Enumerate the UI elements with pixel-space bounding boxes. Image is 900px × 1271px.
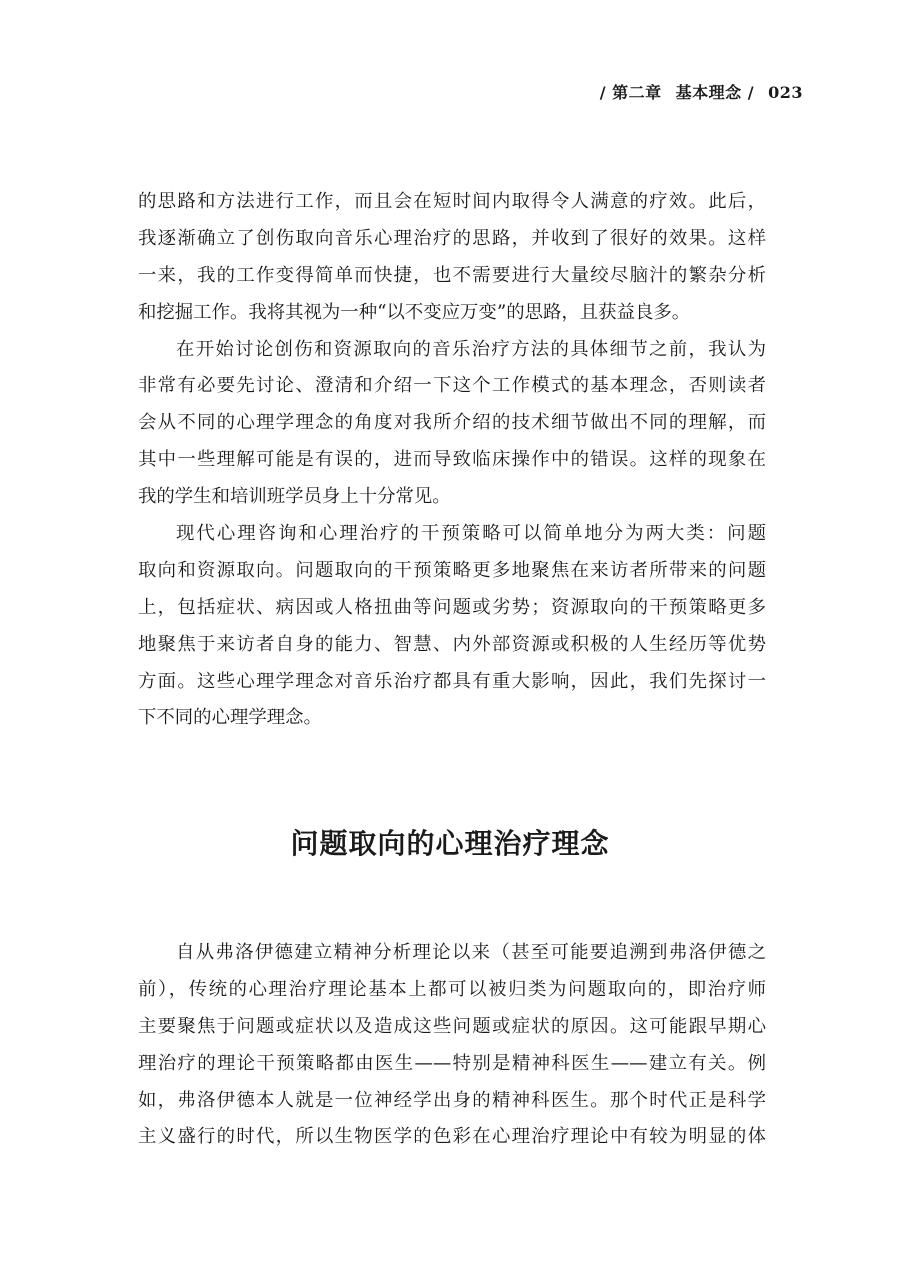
section-heading: 问题取向的心理治疗理念 <box>290 827 610 860</box>
text-line: 上，包括症状、病因或人格扭曲等问题或劣势；资源取向的干预策略更多 <box>138 596 766 618</box>
text-line: 主义盛行的时代，所以生物医学的色彩在心理治疗理论中有较为明显的体 <box>138 1126 766 1148</box>
text-line: 会从不同的心理学理念的角度对我所介绍的技术细节做出不同的理解，而 <box>138 412 766 434</box>
text-line: 现代心理咨询和心理治疗的干预策略可以简单地分为两大类：问题 <box>176 523 766 545</box>
page-number: 023 <box>768 83 803 102</box>
text-line: 和挖掘工作。我将其视为一种“以不变应万变”的思路，且获益良多。 <box>138 301 691 323</box>
paragraph <box>138 332 766 516</box>
text-line: 自从弗洛伊德建立精神分析理论以来（甚至可能要追溯到弗洛伊德之 <box>176 942 766 963</box>
text-line: 取向和资源取向。问题取向的干预策略更多地聚焦在来访者所带来的问题 <box>138 559 766 581</box>
text-line: 其中一些理解可能是有误的，进而导致临床操作中的错误。这样的现象在 <box>138 449 766 471</box>
text-line: 地聚焦于来访者自身的能力、智慧、内外部资源或积极的人生经历等优势 <box>138 633 766 655</box>
text-line: 的思路和方法进行工作，而且会在短时间内取得令人满意的疗效。此后， <box>138 191 766 212</box>
text-line: 方面。这些心理学理念对音乐治疗都具有重大影响，因此，我们先探讨一 <box>138 670 766 692</box>
text-line: 如，弗洛伊德本人就是一位神经学出身的精神科医生。那个时代正是科学 <box>138 1089 766 1111</box>
chapter-label: / 第二章 <box>599 83 662 102</box>
paragraph <box>138 184 766 332</box>
chapter-title: 基本理念 / <box>675 83 755 102</box>
paragraph <box>138 935 766 1156</box>
text-line: 在开始讨论创伤和资源取向的音乐治疗方法的具体细节之前，我认为 <box>176 338 766 360</box>
text-line: 非常有必要先讨论、澄清和介绍一下这个工作模式的基本理念，否则读者 <box>138 375 766 397</box>
text-line: 我逐渐确立了创伤取向音乐心理治疗的思路，并收到了很好的效果。这样 <box>138 227 766 249</box>
running-header <box>600 80 803 103</box>
text-line: 主要聚焦于问题或症状以及造成这些问题或症状的原因。这可能跟早期心 <box>138 1015 766 1037</box>
text-line: 前），传统的心理治疗理论基本上都可以被归类为问题取向的，即治疗师 <box>138 978 766 1000</box>
body-text-bottom <box>138 935 766 1156</box>
text-line: 下不同的心理学理念。 <box>138 707 322 729</box>
body-text-top <box>138 184 766 737</box>
text-line: 一来，我的工作变得简单而快捷，也不需要进行大量绞尽脑汁的繁杂分析 <box>138 264 766 286</box>
text-line: 我的学生和培训班学员身上十分常见。 <box>138 486 451 508</box>
paragraph <box>138 516 766 737</box>
text-line: 理治疗的理论干预策略都由医生——特别是精神科医生——建立有关。例 <box>138 1052 766 1074</box>
